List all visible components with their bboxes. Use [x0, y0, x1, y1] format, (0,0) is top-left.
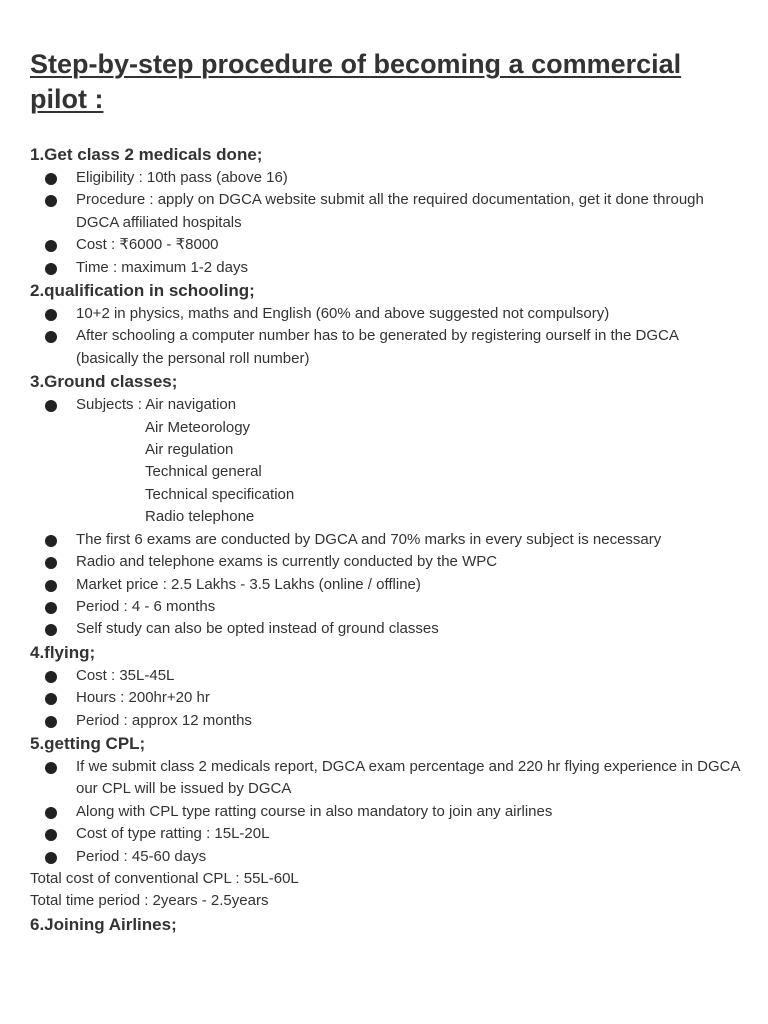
list-item [30, 257, 742, 279]
list-item-text: Hours : 200hr+20 hr [76, 689, 210, 707]
bullet-icon [45, 240, 57, 252]
section-heading-getting-cpl: 5.getting CPL; [30, 733, 146, 753]
bullet-icon [45, 580, 57, 592]
ground-classes-list [30, 394, 742, 640]
subject-item: Air regulation [145, 441, 234, 459]
page-title: Step-by-step procedure of becoming a commercial pilot : [30, 49, 682, 114]
list-item [30, 189, 742, 234]
list-item [30, 801, 742, 823]
document-body [30, 143, 742, 937]
list-item [30, 823, 742, 845]
list-item-subjects [30, 394, 742, 528]
list-item-text: Period : approx 12 months [76, 711, 252, 729]
total-cost-summary: Total cost of conventional CPL : 55L-60L [30, 869, 299, 887]
bullet-icon [45, 716, 57, 728]
list-item-text: Radio and telephone exams is currently conducted by the WPC [76, 553, 498, 571]
bullet-icon [45, 807, 57, 819]
list-item-text: Procedure : apply on DGCA website submit all the required documentation, get it done through DGCA affiliated hospitals [76, 191, 704, 231]
list-item [30, 303, 742, 325]
section-heading-schooling: 2.qualification in schooling; [30, 281, 255, 301]
bullet-icon [45, 624, 57, 636]
list-item-text: Period : 45-60 days [76, 847, 207, 865]
medicals-list [30, 167, 742, 279]
bullet-icon [45, 535, 57, 547]
schooling-list [30, 303, 742, 370]
subject-item: Technical general [145, 463, 262, 481]
list-item-text: Time : maximum 1-2 days [76, 258, 248, 276]
list-item-text: Cost : 35L-45L [76, 666, 175, 684]
list-item [30, 574, 742, 596]
list-item-text: Along with CPL type ratting course in also mandatory to join any airlines [76, 802, 553, 820]
list-item-text: Cost : ₹6000 - ₹8000 [76, 236, 219, 254]
list-item-text: Cost of type ratting : 15L-20L [76, 825, 270, 843]
bullet-icon [45, 309, 57, 321]
bullet-icon [45, 263, 57, 275]
subject-item: Air Meteorology [145, 418, 251, 436]
list-item-text: Eligibility : 10th pass (above 16) [76, 169, 288, 186]
list-item [30, 846, 742, 868]
bullet-icon [45, 173, 57, 185]
total-time-summary: Total time period : 2years - 2.5years [30, 892, 269, 910]
bullet-icon [45, 557, 57, 569]
subject-item: Radio telephone [145, 508, 255, 526]
list-item-text: Market price : 2.5 Lakhs - 3.5 Lakhs (online / offline) [76, 575, 421, 593]
list-item-text: Period : 4 - 6 months [76, 597, 216, 615]
subjects-label: Subjects : Air navigation [76, 396, 237, 414]
list-item [30, 234, 742, 256]
section-heading-medicals: 1.Get class 2 medicals done; [30, 145, 263, 164]
list-item-text: 10+2 in physics, maths and English (60% and above suggested not compulsory) [76, 305, 610, 323]
list-item-text: After schooling a computer number has to be generated by registering ourself in the DGCA (basically the personal roll number) [76, 327, 678, 367]
list-item [30, 167, 742, 189]
bullet-icon [45, 602, 57, 614]
list-item [30, 551, 742, 573]
bullet-icon [45, 762, 57, 774]
list-item [30, 687, 742, 709]
list-item [30, 756, 742, 801]
section-heading-flying: 4.flying; [30, 642, 96, 662]
list-item [30, 618, 742, 640]
flying-list [30, 665, 742, 732]
list-item [30, 529, 742, 551]
section-heading-ground-classes: 3.Ground classes; [30, 372, 178, 392]
section-heading-joining-airlines: 6.Joining Airlines; [30, 914, 177, 934]
bullet-icon [45, 195, 57, 207]
bullet-icon [45, 331, 57, 343]
list-item [30, 596, 742, 618]
subject-item: Technical specification [145, 485, 295, 503]
bullet-icon [45, 829, 57, 841]
list-item-text: If we submit class 2 medicals report, DGCA exam percentage and 220 hr flying experience in DGCA our CPL will be issued by DGCA [76, 757, 740, 798]
bullet-icon [45, 400, 57, 412]
list-item [30, 325, 742, 370]
list-item [30, 710, 742, 732]
list-item [30, 665, 742, 687]
bullet-icon [45, 852, 57, 864]
list-item-text: The first 6 exams are conducted by DGCA and 70% marks in every subject is necessary [76, 530, 662, 548]
list-item-text: Self study can also be opted instead of ground classes [76, 620, 439, 638]
bullet-icon [45, 671, 57, 683]
getting-cpl-list [30, 756, 742, 868]
bullet-icon [45, 693, 57, 705]
